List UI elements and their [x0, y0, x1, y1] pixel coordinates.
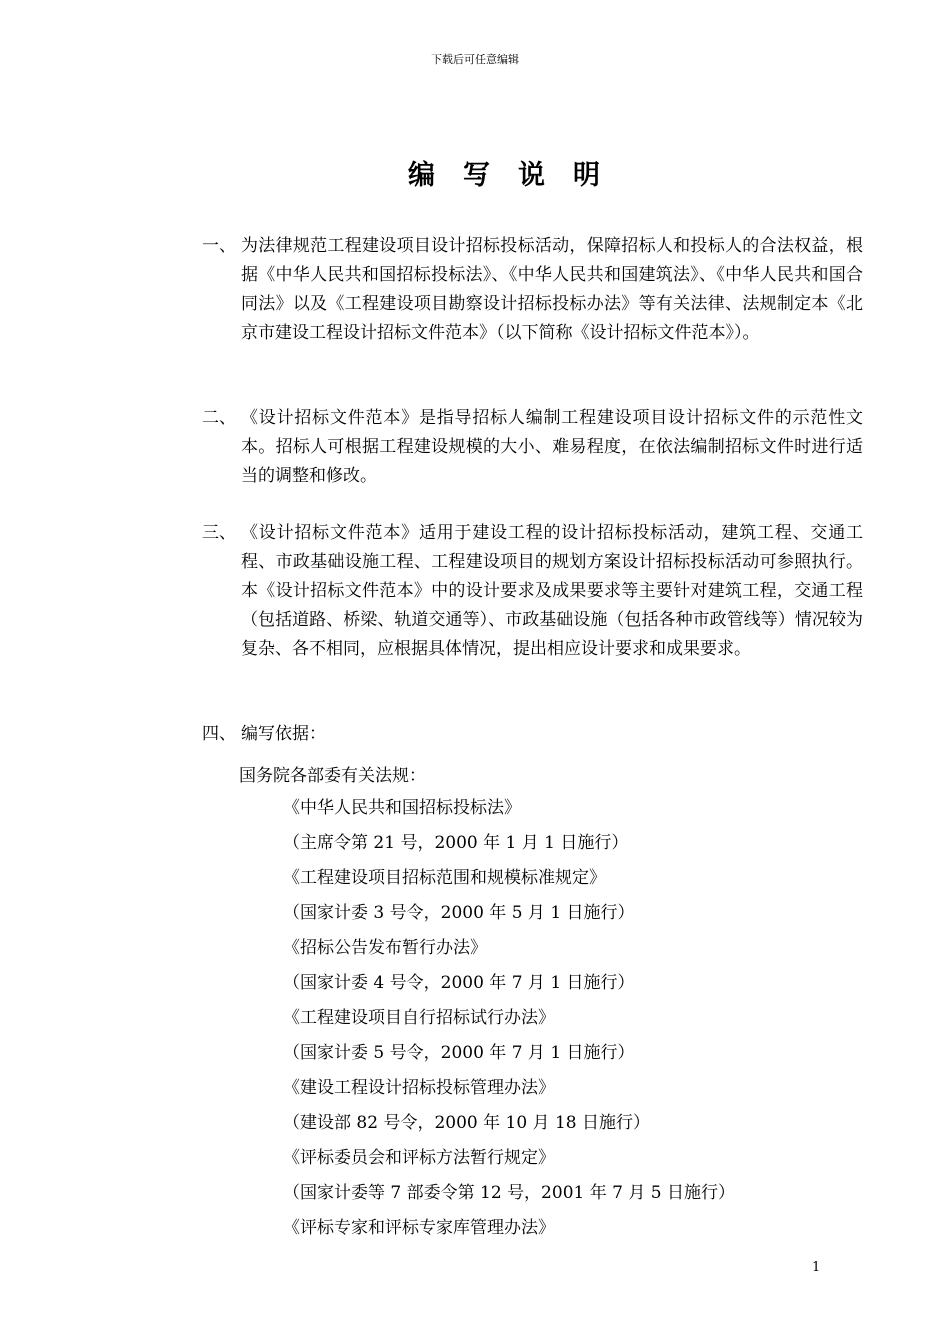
regulation-item: 《评标委员会和评标方法暂行规定》: [283, 1148, 555, 1168]
regulation-item: （国家计委等 7 部委令第 12 号，2001 年 7 月 5 日施行）: [283, 1183, 735, 1203]
regulation-item: （国家计委 4 号令，2000 年 7 月 1 日施行）: [283, 973, 635, 993]
section-1-text: 为法律规范工程建设项目设计招标投标活动，保障招标人和投标人的合法权益，根据《中华人民共和国招标投标法》、《中华人民共和国建筑法》、《中华人民共和国合同法》以及《工程建设项目勘察设计招标投标办法》等有关法律、法规制定本《北京市建设工程设计招标文件范本》（以下简称《设计招标文件范本》）。: [241, 236, 863, 343]
section-1: [202, 232, 872, 348]
section-1-number: 一、: [202, 236, 236, 256]
regulation-item: 《工程建设项目招标范围和规模标准规定》: [283, 868, 606, 888]
section-3-number: 三、: [202, 523, 236, 543]
page-header: 下载后可任意编辑: [431, 53, 519, 66]
regulation-item: （国家计委 3 号令，2000 年 5 月 1 日施行）: [283, 903, 635, 923]
regulations-list: [283, 794, 735, 1249]
regulation-item: （建设部 82 号令，2000 年 10 月 18 日施行）: [283, 1113, 650, 1133]
regulation-item: 《评标专家和评标专家库管理办法》: [283, 1218, 555, 1238]
regulation-item: （国家计委 5 号令，2000 年 7 月 1 日施行）: [283, 1043, 635, 1063]
section-2: [202, 404, 872, 491]
regulations-subheading: 国务院各部委有关法规：: [239, 766, 426, 786]
regulation-item: 《建设工程设计招标投标管理办法》: [283, 1078, 555, 1098]
regulation-item: 《招标公告发布暂行办法》: [283, 938, 487, 958]
section-4: [202, 720, 872, 749]
regulation-item: 《工程建设项目自行招标试行办法》: [283, 1008, 555, 1028]
section-4-number: 四、: [202, 724, 236, 744]
page-title: 编写说明: [408, 160, 628, 191]
section-2-text: 《设计招标文件范本》是指导招标人编制工程建设项目设计招标文件的示范性文本。招标人可根据工程建设规模的大小、难易程度，在依法编制招标文件时进行适当的调整和修改。: [241, 408, 863, 486]
section-3: [202, 519, 872, 664]
regulation-item: 《中华人民共和国招标投标法》: [283, 798, 521, 818]
page-number: 1: [812, 1260, 821, 1275]
section-4-text: 编写依据：: [241, 724, 326, 744]
section-2-number: 二、: [202, 408, 236, 428]
regulation-item: （主席令第 21 号，2000 年 1 月 1 日施行）: [283, 833, 629, 853]
section-3-text: 《设计招标文件范本》适用于建设工程的设计招标投标活动，建筑工程、交通工程、市政基础设施工程、工程建设项目的规划方案设计招标投标活动可参照执行。本《设计招标文件范本》中的设计要求及成果要求等主要针对建筑工程，交通工程（包括道路、桥梁、轨道交通等）、市政基础设施（包括各种市政管线等）情况较为复杂、各不相同，应根据具体情况，提出相应设计要求和成果要求。: [241, 523, 863, 659]
